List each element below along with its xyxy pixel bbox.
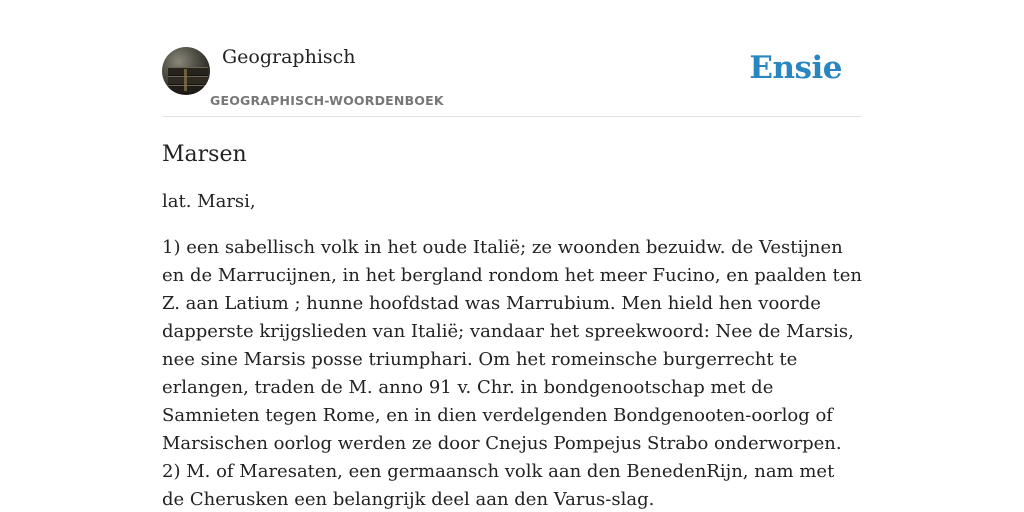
book-icon [168,85,208,94]
book-spine-icon [184,69,187,91]
source-header [162,46,862,117]
entry-body [162,234,862,512]
definition-paragraph-2: 2) M. of Maresaten, een germaansch volk aan den BenedenRijn, nam met de Cherusken een belangrijk deel aan den Varus-slag. [162,461,835,510]
entry-title: Marsen [162,142,247,167]
source-slug-link[interactable]: GEOGRAPHISCH-WOORDENBOEK [210,93,444,108]
entry-content [162,138,862,512]
source-avatar[interactable] [162,47,210,95]
source-name-link[interactable]: Geographisch [222,46,356,68]
ensie-logo-link[interactable]: Ensie [749,50,842,86]
book-icon [168,76,208,85]
book-icon [168,67,208,76]
definition-paragraph-1: 1) een sabellisch volk in het oude Italië; ze woonden bezuidw. de Vestijnen en de Marrucijnen, in het bergland rondom het meer Fucino, en paalden ten Z. aan Latium ; hunne hoofdstad was Marrubium. Men hield hen voorde dapperste krijgslieden van Italië; vandaar het spreekwoord: Nee de Marsis, nee sine Marsis posse triumphari. Om het romeinsche burgerrecht te erlangen, traden de M. anno 91 v. Chr. in bondgenootschap met de Samnieten tegen Rome, en in dien verdelgenden Bondgenooten-oorlog of Marsischen oorlog werden ze door Cnejus Pompejus Strabo onderworpen. [162,237,862,454]
entry-lead: lat. Marsi, [162,191,256,212]
